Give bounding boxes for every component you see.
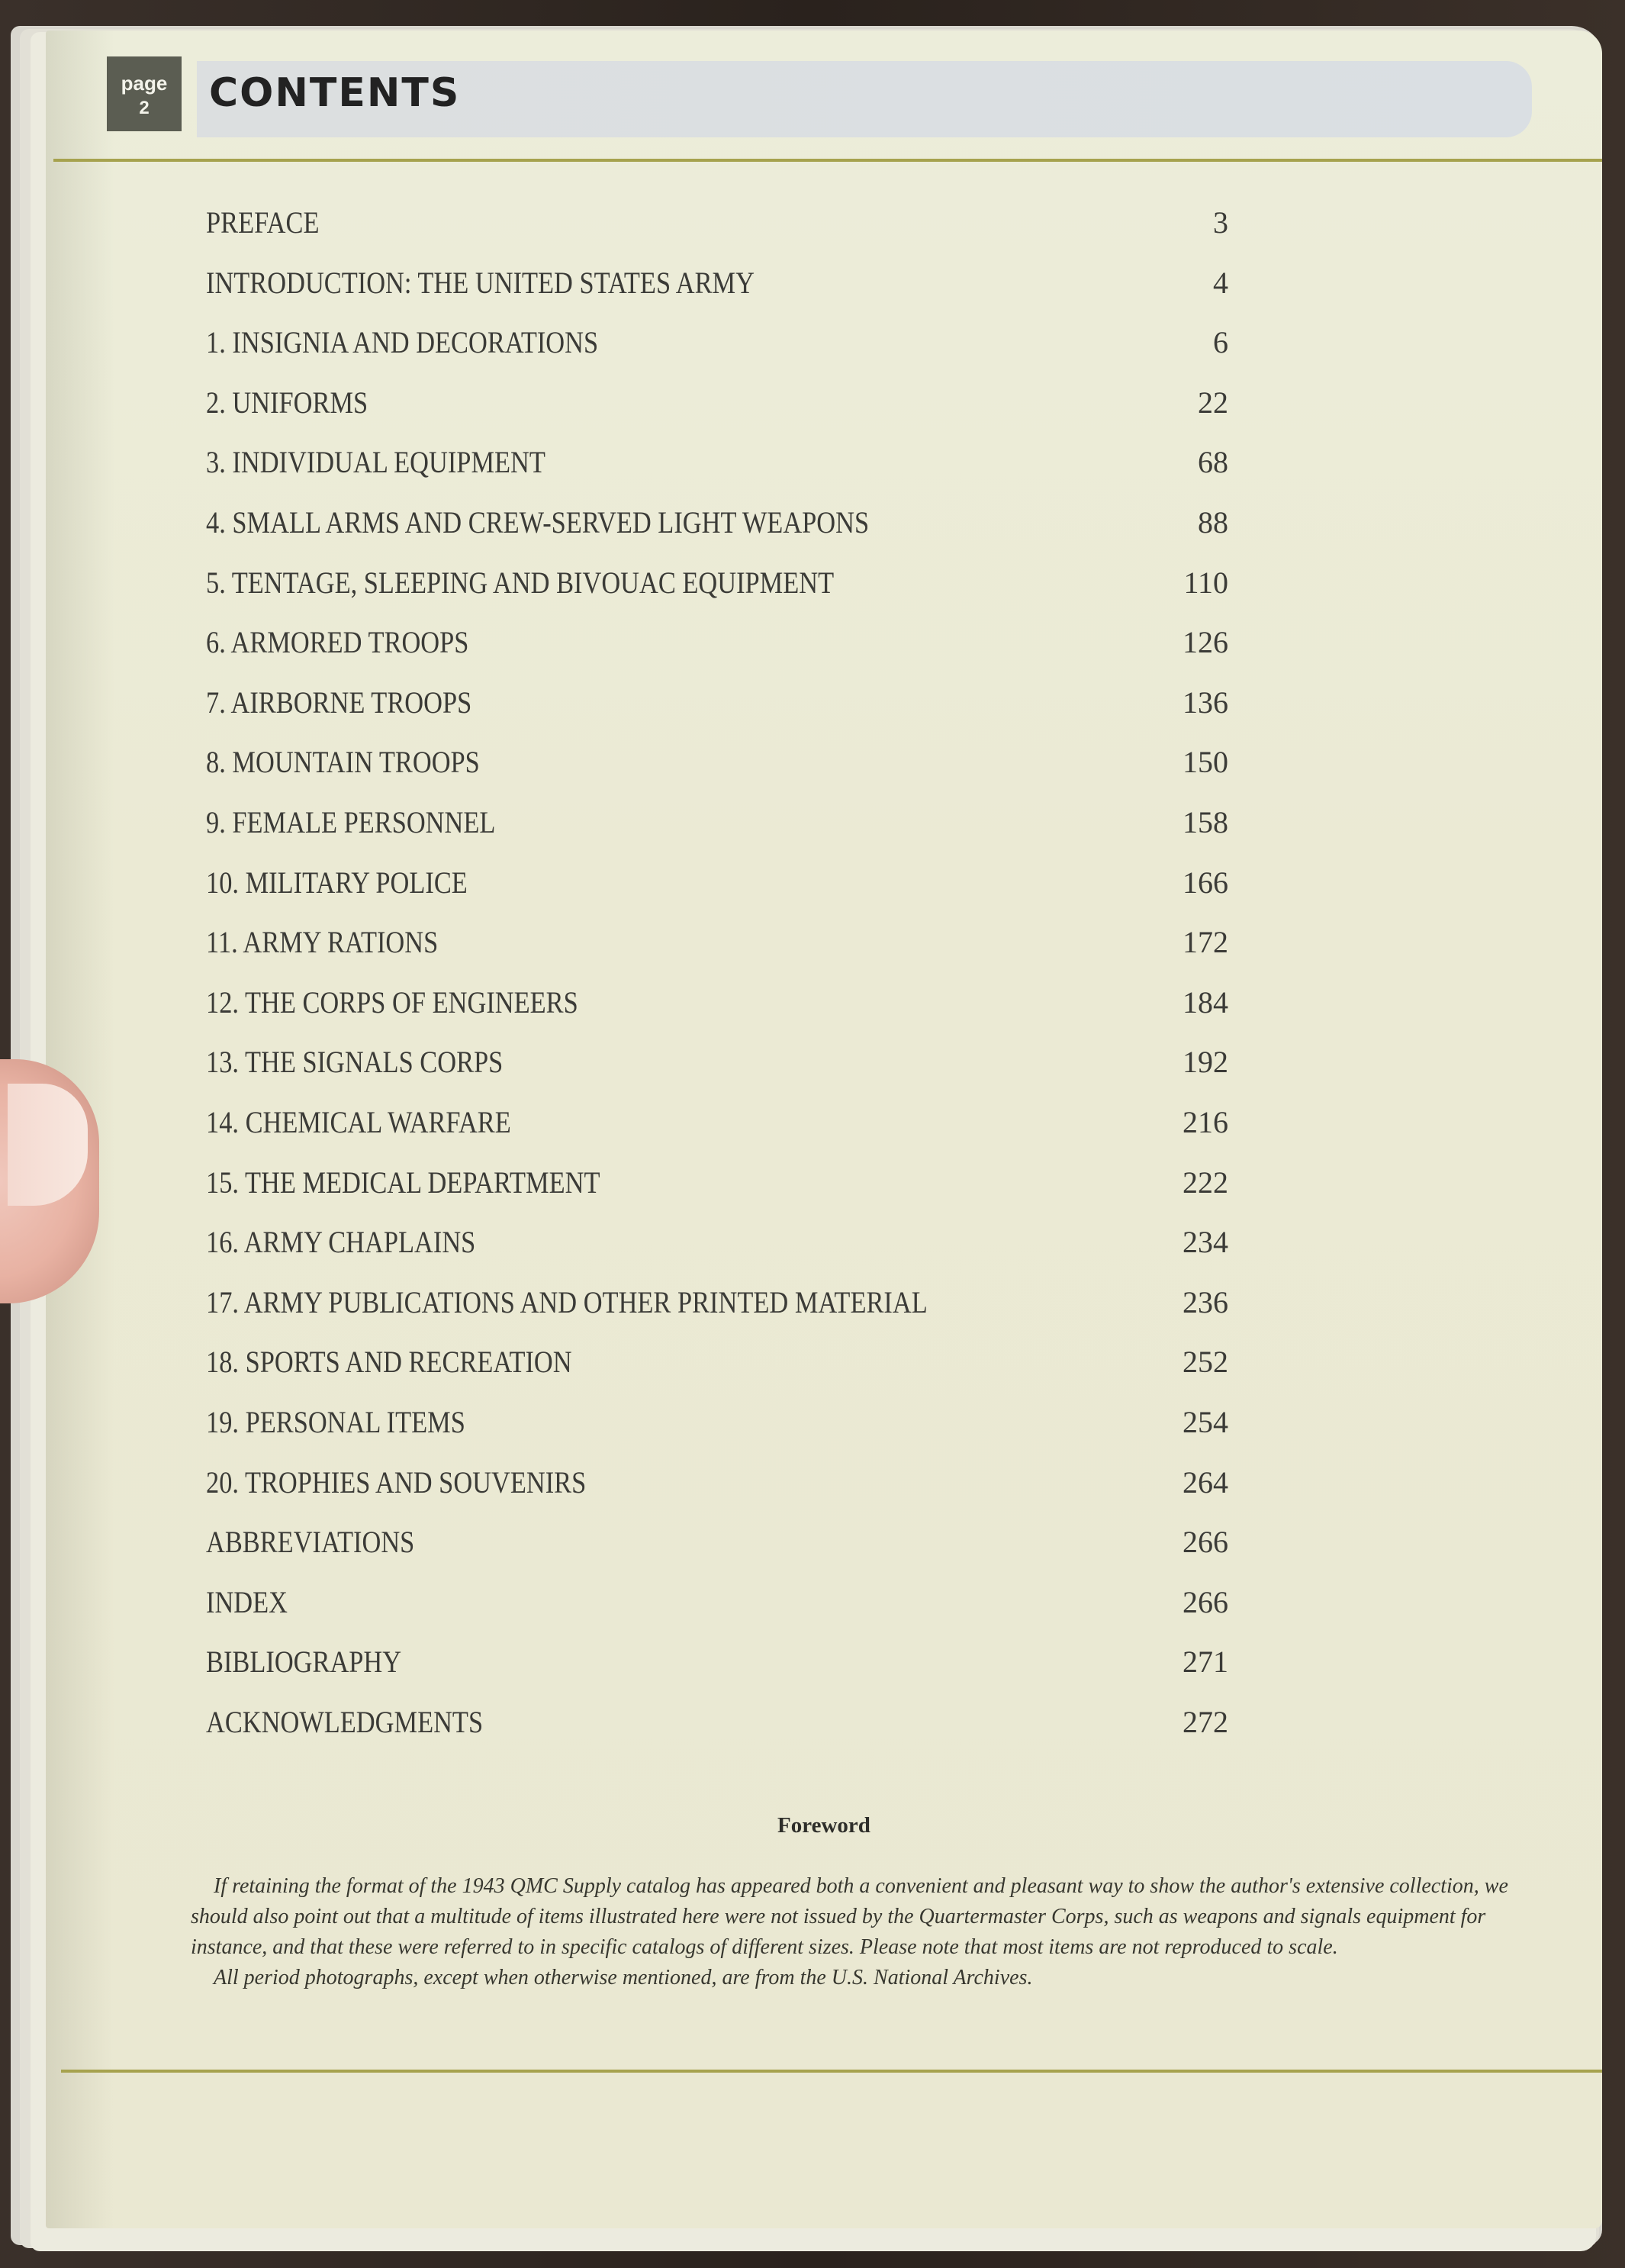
toc-entry-title: 5. TENTAGE, SLEEPING AND BIVOUAC EQUIPMENT: [206, 565, 835, 600]
toc-entry: [206, 1464, 1228, 1510]
toc-entry-title: 14. CHEMICAL WARFARE: [206, 1105, 511, 1139]
foreword-paragraph: If retaining the format of the 1943 QMC Supply catalog has appeared both a convenient and pleasant way to show the author's extensive collection, we should also point out that a multitude of items illustrated here were not issued by the Quartermaster Corps, such as weapons and signals equipment for instance, and that these were referred to in specific catalogs of different sizes. Please note that most items are not reproduced to scale.: [191, 1874, 1508, 1959]
toc-entry: [206, 1524, 1228, 1570]
toc-entry: [206, 1044, 1228, 1090]
foreword-title: Foreword: [777, 1813, 870, 1838]
toc-entry-page: 216: [1183, 1105, 1228, 1139]
page-number-badge: [107, 56, 182, 131]
toc-entry-page: 88: [1198, 505, 1228, 540]
toc-entry-page: 172: [1183, 925, 1228, 959]
toc-entry: [206, 504, 1228, 550]
toc-entry-title: 9. FEMALE PERSONNEL: [206, 805, 496, 839]
toc-entry-title: ABBREVIATIONS: [206, 1525, 415, 1559]
toc-entry-title: 3. INDIVIDUAL EQUIPMENT: [206, 445, 545, 479]
toc-entry-page: 271: [1183, 1645, 1228, 1679]
toc-entry-title: 12. THE CORPS OF ENGINEERS: [206, 985, 578, 1020]
toc-entry-title: INTRODUCTION: THE UNITED STATES ARMY: [206, 266, 755, 300]
toc-entry: [206, 1224, 1228, 1270]
toc-entry-title: 17. ARMY PUBLICATIONS AND OTHER PRINTED MATERIAL: [206, 1285, 928, 1319]
toc-entry: [206, 1644, 1228, 1690]
toc-entry-page: 22: [1198, 385, 1228, 420]
toc-entry-page: 6: [1213, 325, 1228, 359]
toc-entry: [206, 324, 1228, 370]
toc-entry-page: 272: [1183, 1705, 1228, 1739]
toc-entry-page: 150: [1183, 745, 1228, 779]
toc-entry-title: INDEX: [206, 1585, 288, 1619]
foreword-body: [191, 1871, 1549, 1993]
toc-entry-page: 266: [1183, 1585, 1228, 1619]
toc-entry-page: 192: [1183, 1045, 1228, 1079]
toc-entry: [206, 265, 1228, 311]
toc-entry-title: 11. ARMY RATIONS: [206, 925, 439, 959]
toc-entry-title: 13. THE SIGNALS CORPS: [206, 1045, 504, 1079]
toc-entry-title: PREFACE: [206, 205, 320, 240]
toc-entry-page: 222: [1183, 1165, 1228, 1200]
toc-entry-page: 3: [1213, 205, 1228, 240]
toc-entry: [206, 1104, 1228, 1150]
toc-entry: [206, 1584, 1228, 1630]
toc-entry-title: ACKNOWLEDGMENTS: [206, 1705, 484, 1739]
toc-entry: [206, 565, 1228, 610]
toc-entry-title: 8. MOUNTAIN TROOPS: [206, 745, 480, 779]
page-badge-label: page: [121, 72, 168, 95]
toc-entry-title: BIBLIOGRAPHY: [206, 1645, 402, 1679]
toc-entry-page: 264: [1183, 1465, 1228, 1500]
toc-entry-title: 7. AIRBORNE TROOPS: [206, 685, 472, 720]
toc-entry: [206, 1404, 1228, 1450]
toc-entry: [206, 385, 1228, 430]
toc-entry-page: 266: [1183, 1525, 1228, 1559]
contents-page: [46, 31, 1602, 2228]
toc-entry-page: 158: [1183, 805, 1228, 839]
toc-entry-page: 234: [1183, 1225, 1228, 1259]
toc-entry: [206, 804, 1228, 850]
toc-entry-page: 236: [1183, 1285, 1228, 1319]
toc-entry: [206, 1344, 1228, 1390]
toc-entry-page: 126: [1183, 625, 1228, 659]
toc-entry: [206, 744, 1228, 790]
toc-entry: [206, 205, 1228, 250]
bottom-divider: [61, 2070, 1602, 2073]
toc-entry: [206, 924, 1228, 970]
toc-entry-title: 20. TROPHIES AND SOUVENIRS: [206, 1465, 587, 1500]
toc-entry: [206, 865, 1228, 910]
toc-entry: [206, 1284, 1228, 1330]
toc-entry-page: 136: [1183, 685, 1228, 720]
toc-entry: [206, 624, 1228, 670]
toc-entry-title: 15. THE MEDICAL DEPARTMENT: [206, 1165, 600, 1200]
toc-entry-page: 4: [1213, 266, 1228, 300]
toc-entry-title: 18. SPORTS AND RECREATION: [206, 1345, 572, 1379]
toc-entry-page: 166: [1183, 865, 1228, 900]
toc-entry: [206, 444, 1228, 490]
toc-entry-page: 68: [1198, 445, 1228, 479]
toc-entry-title: 10. MILITARY POLICE: [206, 865, 468, 900]
toc-entry-title: 19. PERSONAL ITEMS: [206, 1405, 465, 1439]
foreword-paragraph: All period photographs, except when otherwise mentioned, are from the U.S. National Archives.: [214, 1966, 1033, 1989]
toc-entry-title: 1. INSIGNIA AND DECORATIONS: [206, 325, 599, 359]
toc-entry-title: 4. SMALL ARMS AND CREW-SERVED LIGHT WEAPONS: [206, 505, 870, 540]
toc-entry-page: 184: [1183, 985, 1228, 1020]
top-divider: [53, 159, 1602, 162]
toc-entry-title: 16. ARMY CHAPLAINS: [206, 1225, 476, 1259]
page-badge-number: 2: [139, 98, 150, 118]
page-title: CONTENTS: [209, 70, 461, 116]
toc-entry-title: 6. ARMORED TROOPS: [206, 625, 469, 659]
toc-entry: [206, 1704, 1228, 1750]
toc-entry-page: 254: [1183, 1405, 1228, 1439]
toc-entry-page: 252: [1183, 1345, 1228, 1379]
toc-entry: [206, 984, 1228, 1030]
toc-entry-page: 110: [1183, 565, 1228, 600]
toc-entry: [206, 685, 1228, 730]
toc-entry: [206, 1165, 1228, 1210]
toc-entry-title: 2. UNIFORMS: [206, 385, 368, 420]
